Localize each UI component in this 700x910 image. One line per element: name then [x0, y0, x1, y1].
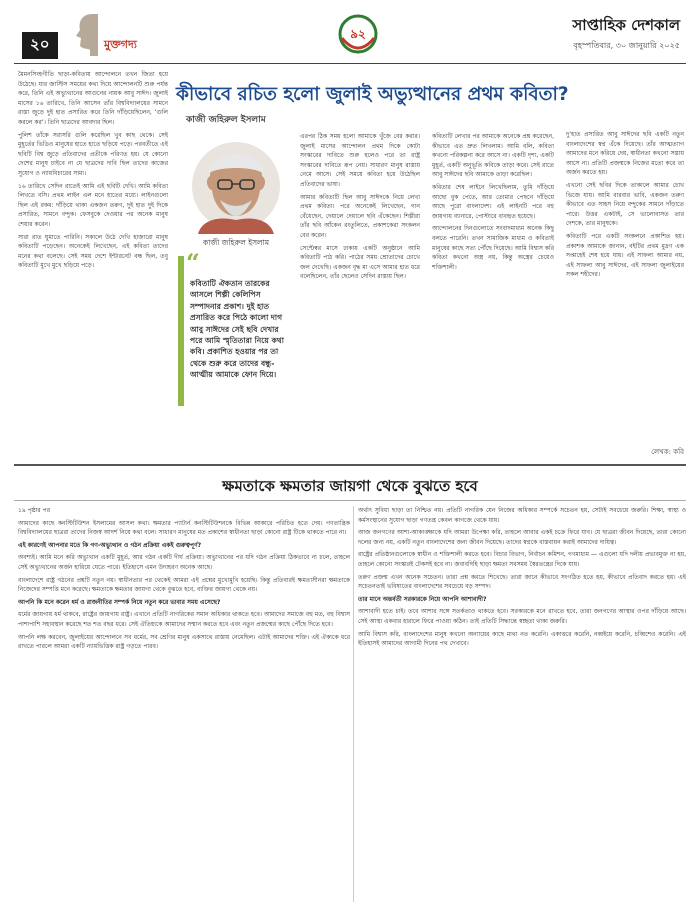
paragraph: আমি বিশ্বাস করি, বাংলাদেশের মানুষ কখনো অন্যায়ের কাছে মাথা নত করেনি। একাত্তরে করেনি, নব্বইয়ে করেনি, চব্বিশেও করেনি। এই ইতিহাসই আমাদের আগামী দিনের পথ দেখাবে।: [358, 630, 686, 648]
paragraph: অর্থাৎ সুবিধা ছাড়া তা নিশ্চিত নয়। প্রতিটি নাগরিক যেন নিজের অধিকার সম্পর্কে সচেতন হয়, সেটাই সবচেয়ে জরুরি। শিক্ষা, স্বাস্থ্য ও কর্মসংস্থানের সুযোগ ছাড়া গণতন্ত্র কেবল কাগজে থেকে যায়।: [358, 507, 686, 524]
pull-quote: কবিতাটি ঐকতান তারকের আসলে শিল্পী কেলিপিস সম্পাদনার প্রকাশ। দুই হাত প্রসারিত করে পিঠে কালো দাগ আবু সাঈদের সেই ছবি দেখার পরে আমি স্মৃতিতারা নিয়ে কথা কবি। প্রকাশিত হওয়ার পর তা থেকে শুরু করে তাদের বন্ধু-আত্মীয় আমাকে ফোন দিয়ে।: [190, 279, 284, 380]
publish-date: বৃহস্পতিবার, ৩০ জানুয়ারি ২০২৫: [573, 41, 680, 50]
page-number: ২০: [22, 32, 58, 59]
paragraph: আন্দোলনের দিনগুলোতে সংবাদমাধ্যম অনেক কিছু বলতে পারেনি। তখন সামাজিক মাধ্যম ও কবিতাই মানুষের কাছে সত্য পৌঁছে দিয়েছে। আমি বিশ্বাস করি কবিতা কখনো অস্ত্র নয়, কিন্তু অস্ত্রের চেয়েও শক্তিশালী।: [432, 225, 554, 271]
author-name: কাজী জহিরুল ইসলাম: [186, 115, 266, 125]
paragraph: সেপ্টেম্বর মাসে ঢাকায় একটি অনুষ্ঠানে আমি কবিতাটি পাঠ করি। পাঠের সময় শ্রোতাদের চোখে জল দেখেছি। একজন বৃদ্ধ মা এসে আমার হাত ধরে বলেছিলেন, তাঁর ছেলেও সেদিন রাস্তায় ছিল।: [300, 244, 420, 281]
paragraph: আপনি লক্ষ করবেন, জুলাইয়ের আন্দোলনে সব ধর্মের, সব শ্রেণির মানুষ একসাথে রাস্তায় নেমেছিল। এটাই আমাদের শক্তি। এই ঐক্যকে ধরে রাখতে পারলে আমরা একটি ন্যায়ভিত্তিক রাষ্ট্র গড়তে পারব।: [18, 633, 350, 651]
paragraph: মৈমনসিংহগীতি ছাড়া-কবিতায় আন্দোলনে তখন জিতা হয়ে উঠেছে। যার জাস্টিস সময়ের কথা দিয়ে আন্দোলনটি শুরু পর্যন্ত করে, তিনি এই অভ্যুত্থানের আগুনের নায়ক আবু সাঈদ। জুলাই মাসের ১৬ তারিখে, তিনি আসেন তাঁর বিশ্ববিদ্যালয়ের সামনে রাস্তা জুড়ে দুই হাত প্রসারিত করে তিনি দাঁড়িয়েছিলেন, ‘গুলি করলে কর’। তিনি ছাত্রদের আবদার ছিল।: [18, 71, 168, 126]
headline-rule: [14, 500, 686, 501]
second-article-headline: ক্ষমতাকে ক্ষমতার জায়গা থেকে বুঝতে হবে: [222, 477, 478, 495]
article-column-4: [432, 132, 554, 458]
profile-head-icon: [72, 10, 98, 58]
paragraph: আমাদের কাছে কনস্টিটিউশন ইসলামের আসল কথা। ক্ষমতার প্যাটার্ন কনস্টিটিউশনকে বিভিন্ন আকারে পরিচিত হতে দেয়। গণতান্ত্রিক বিশ্ববিদ্যালয়ের ছাত্ররা তাদের নিজস্ব আদর্শ নিয়ে কথা বলে। সাধারণ মানুষের মত প্রকাশের স্বাধীনতা ছাড়া কোনো রাষ্ট্র টিকে থাকতে পারে না।: [18, 519, 350, 537]
article-column-3: [300, 132, 420, 458]
newspaper-logo: [338, 14, 378, 56]
article-headline: কীভাবে রচিত হলো জুলাই অভ্যুত্থানের প্রথম কবিতা?: [176, 84, 569, 105]
paper-name: সাপ্তাহিক দেশকাল: [572, 16, 680, 34]
interview-question: আপনি কি মনে করেন ধর্ম ও রাজনীতির সম্পর্ক নিয়ে নতুন করে ভাবার সময় এসেছে?: [18, 598, 221, 606]
author-credit: লেখক: কবি: [651, 448, 684, 456]
interview-column-left: [18, 506, 350, 904]
article-column-5: [566, 130, 684, 442]
section-divider: [14, 464, 686, 466]
paragraph: তরুণ প্রজন্ম এখন অনেক সচেতন। তারা প্রশ্ন করতে শিখেছে। তারা জানে কীভাবে সংগঠিত হতে হয়, কীভাবে প্রতিবাদ করতে হয়। এই সচেতনতাই ভবিষ্যতের বাংলাদেশের সবচেয়ে বড় সম্পদ।: [358, 573, 686, 591]
paragraph: আজ জনগণের আশা-আকাঙ্ক্ষাকে যদি আমরা উপেক্ষা করি, তাহলে আবার একই চক্রে ফিরে যাব। যে ছাত্ররা জীবন দিয়েছে, তারা কোনো দলের জন্য নয়, একটি নতুন বাংলাদেশের জন্য জীবন দিয়েছে। তাদের স্বপ্নকে বাস্তবায়ন করাই আমাদের দায়িত্ব।: [358, 529, 686, 546]
paragraph: এরপর ঠিক সময় হলো আমাকে খুঁজে বের করার। জুলাই মাসের আন্দোলন প্রথম দিকে কোটা সংস্কারের দাবিতে শুরু হলেও পরে তা রাষ্ট্র সংস্কারের দাবিতে রূপ নেয়। সাধারণ মানুষ রাস্তায় নেমে আসে। সেই সময়ে কবিতা হয়ে উঠেছিল প্রতিবাদের ভাষা।: [300, 133, 420, 188]
paragraph: কবিতার শেষ লাইনে লিখেছিলাম, তুমি দাঁড়িয়ে আছো বুক পেতে, আর তোমার পেছনে দাঁড়িয়ে আছে পুরো বাংলাদেশ। এই লাইনটি পরে বহু জায়গায় ব্যানারে, পোস্টারে ব্যবহৃত হয়েছে।: [432, 183, 554, 220]
paragraph: রাষ্ট্রের প্রতিষ্ঠানগুলোকে স্বাধীন ও শক্তিশালী করতে হবে। বিচার বিভাগ, নির্বাচন কমিশন, গণমাধ্যম — এগুলো যদি দলীয় প্রভাবমুক্ত না হয়, তাহলে কোনো সংস্কারই টেকসই হবে না। জবাবদিহি ছাড়া ক্ষমতা সবসময় স্বৈরতন্ত্রের দিকে যায়।: [358, 551, 686, 568]
paragraph: আশাবাদী হতে চাই। তবে আশার সঙ্গে সতর্কতাও থাকতে হবে। সরকারকে মনে রাখতে হবে, তারা জনগণের আস্থার ওপর দাঁড়িয়ে আছে। সেই আস্থা একবার হারালে ফিরে পাওয়া কঠিন। তাই প্রতিটি সিদ্ধান্তে স্বচ্ছতা থাকা জরুরি।: [358, 608, 686, 625]
interview-column-right: [358, 506, 686, 904]
quote-icon: “: [186, 248, 200, 277]
article-column-1: [18, 70, 168, 402]
paragraph: ধর্মের জায়গায় ধর্ম থাকবে, রাষ্ট্রের জায়গায় রাষ্ট্র। এখানে প্রতিটি নাগরিকের সমান অধিকার থাকতে হবে। আমাদের সমাজে বহু মত, বহু বিশ্বাস পাশাপাশি সহাবস্থান করেছে শত শত বছর ধরে। সেই ঐতিহ্যকে আমাদের সম্মান করতে হবে এবং নতুন প্রজন্মের কাছে পৌঁছে দিতে হবে।: [18, 611, 350, 628]
interview-question: তার মানে অন্তর্বর্তী সরকারকে নিয়ে আপনি আশাবাদী?: [358, 595, 487, 603]
svg-text:৯২: ৯২: [350, 27, 366, 41]
paragraph: এখনো সেই ছবির দিকে তাকালে আমার চোখ ভিজে যায়। আমি বারবার ভাবি, একজন তরুণ কীভাবে এত সাহস নিয়ে বন্দুকের সামনে দাঁড়াতে পারে। উত্তর একটাই, সে ভালোবাসত তার দেশকে, তার মানুষকে।: [566, 181, 684, 228]
page-header: [14, 6, 686, 64]
quote-bar: [178, 256, 184, 406]
paragraph: বাংলাদেশে রাষ্ট্র গঠনের প্রশ্নটি নতুন নয়। স্বাধীনতার পর থেকেই আমরা এই প্রশ্নের মুখোমুখি হয়েছি। কিন্তু প্রতিবারই ক্ষমতাসীনরা ক্ষমতাকে নিজেদের সম্পত্তি মনে করেছে। ক্ষমতাকে ক্ষমতার জায়গা থেকে বুঝতে হবে, ব্যক্তির জায়গা থেকে নয়।: [18, 576, 350, 594]
paragraph: আমার কবিতাটি ছিল আবু সাঈদকে নিয়ে লেখা প্রথম কবিতা। পরে অনেকেই লিখেছেন, গান বেঁধেছেন, দেয়ালে দেয়ালে ছবি এঁকেছেন। শিল্পীরা তাঁর ছবি আঁকেন রংতুলিতে, প্রকাশকেরা সংকলন বের করেন।: [300, 193, 420, 239]
paragraph: পুলিশ তাঁকে সরাসরি গুলি করেছিল খুব কাছ থেকে। সেই মুহূর্তের ভিডিও মানুষের হাতে হাতে ছড়িয়ে পড়ে। পরবর্তীতে এই ছবিটি বিশ্ব জুড়ে প্রতিবাদের প্রতীকে পরিণত হয়। যে কোনো দেশের মানুষ চাইবে না যে ছাত্রদের দাবি ছিল তাদের কাজের সুযোগ ও ন্যায়বিচারের সাম্য।: [18, 131, 168, 177]
paragraph: কবিতাটি লেখার পর আমাকে অনেকে প্রশ্ন করেছেন, কীভাবে এত দ্রুত লিখলাম। আমি বলি, কবিতা কখনো পরিকল্পনা করে আসে না। একটি দৃশ্য, একটি মুহূর্ত, একটি অনুভূতি কবিকে তাড়া করে। সেই রাতে আবু সাঈদের ছবি আমাকে তাড়া করেছিল।: [432, 133, 554, 179]
portrait-caption: কাজী জহিরুল ইসলাম: [203, 238, 269, 247]
section-label: মুক্তগদ্য: [104, 38, 137, 51]
paragraph: অবশ্যই। আমি মনে করি অভ্যুত্থান একটি মুহূর্ত, আর গঠন একটি দীর্ঘ প্রক্রিয়া। অভ্যুত্থানের পর যদি গঠন প্রক্রিয়া ঠিকভাবে না চলে, তাহলে সেই অভ্যুত্থানের অর্জন হারিয়ে যেতে পারে। ইতিহাসে এমন উদাহরণ অনেক আছে।: [18, 554, 350, 571]
paragraph: ১৯ পৃষ্ঠার পর: [18, 507, 50, 514]
interview-question: এই কারণেই আপনার মতে কি গণ-অভ্যুত্থান ও গঠন প্রক্রিয়া একই গুরুত্বপূর্ণ?: [18, 541, 202, 549]
paragraph: ১৬ তারিখে সেদিন রাতেই আমি এই ছবিটি দেখি। আমি কবিতা লিখতে বসি। প্রথম লাইন এল মনে হাতের মধ্যে। লাইনগুলো ছিল এই রকম: দাঁড়িয়ে থাকা একজন তরুণ, দুই হাত দুই দিকে প্রসারিত, সামনে বন্দুক। ফেসবুকে দেওয়ার পর অনেক মানুষ শেয়ার করেন।: [18, 182, 168, 228]
paragraph: সারা রাত ঘুমাতে পারিনি। সকালে উঠে দেখি হাজারো মানুষ কবিতাটি পড়েছেন। অনেকেই লিখেছেন, এই কবিতা তাদের মনের কথা বলেছে। সেই সময় দেশে ইন্টারনেট বন্ধ ছিল, তবু কবিতাটি মুখে মুখে ছড়িয়ে পড়ে।: [18, 233, 168, 270]
paragraph: দু’হাত প্রসারিত আবু সাঈদের ছবি একটি নতুন বাংলাদেশের স্বপ্ন এঁকে দিয়েছে। তাঁর আত্মত্যাগ আমাদের মনে করিয়ে দেয়, স্বাধীনতা কখনো সস্তায় আসে না। প্রতিটি প্রজন্মকে নিজের মতো করে তা অর্জন করতে হয়।: [566, 131, 684, 177]
author-portrait: [184, 136, 288, 234]
column-divider: [353, 506, 354, 902]
paragraph: কবিতাটি পরে একটি সংকলনে প্রকাশিত হয়। প্রকাশক আমাকে জানান, বইটির প্রথম মুদ্রণ এক সপ্তাহেই শেষ হয়ে যায়। এই সাফল্য আমার নয়, এই সাফল্য আবু সাঈদের, এই সাফল্য জুলাইয়ের সকল শহীদের।: [566, 232, 684, 279]
